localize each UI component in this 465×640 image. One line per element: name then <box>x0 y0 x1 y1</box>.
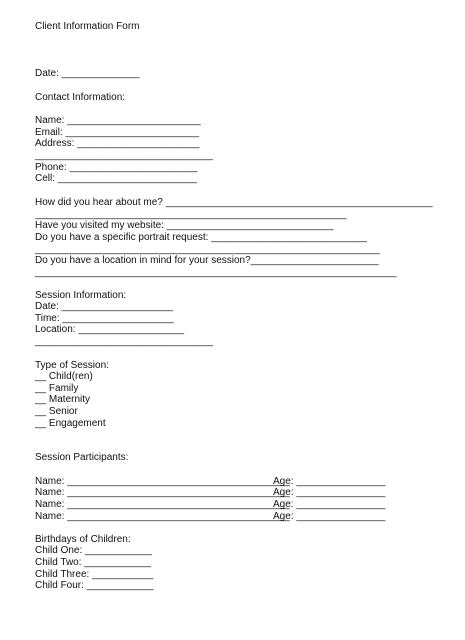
name-field[interactable]: Name: ________________________ <box>35 115 201 126</box>
location-in-mind-line-2[interactable]: _________________________________________________________________ <box>35 267 397 278</box>
participant-name-field[interactable]: Name: ________________________________________ <box>35 511 290 522</box>
cell-field[interactable]: Cell: _________________________ <box>35 173 197 184</box>
participant-age-field[interactable]: Age: ________________ <box>273 511 386 522</box>
birthdays-heading: Birthdays of Children: <box>35 534 131 545</box>
session-heading: Session Information: <box>35 290 127 301</box>
form-title: Client Information Form <box>35 21 140 32</box>
session-location-line-2[interactable]: ________________________________ <box>35 336 213 347</box>
session-date-field[interactable]: Date: ____________________ <box>35 301 173 312</box>
participant-name-field[interactable]: Name: ________________________________________ <box>35 476 290 487</box>
contact-heading: Contact Information: <box>35 92 126 103</box>
email-field[interactable]: Email: ________________________ <box>35 127 200 138</box>
visited-website-field[interactable]: Have you visited my website: ______________________________ <box>35 220 334 231</box>
child-four-field[interactable]: Child Four: ____________ <box>35 580 154 591</box>
type-option-children[interactable]: __ Child(ren) <box>35 371 93 382</box>
type-option-engagement[interactable]: __ Engagement <box>35 418 106 429</box>
participants-heading: Session Participants: <box>35 452 129 463</box>
portrait-request-field[interactable]: Do you have a specific portrait request: ____________________________ <box>35 232 367 243</box>
session-location-field[interactable]: Location: ___________________ <box>35 324 185 335</box>
type-option-family[interactable]: __ Family <box>35 383 79 394</box>
type-option-maternity[interactable]: __ Maternity <box>35 394 91 405</box>
address-field[interactable]: Address: ______________________ <box>35 138 200 149</box>
phone-field[interactable]: Phone: _______________________ <box>35 162 198 173</box>
hear-about-field[interactable]: How did you hear about me? ________________________________________________ <box>35 197 433 208</box>
participant-name-field[interactable]: Name: ________________________________________ <box>35 487 290 498</box>
location-in-mind-field[interactable]: Do you have a location in mind for your session?_______________________ <box>35 255 379 266</box>
child-one-field[interactable]: Child One: ____________ <box>35 545 152 556</box>
type-heading: Type of Session: <box>35 360 109 371</box>
portrait-request-line-2[interactable]: ______________________________________________________________ <box>35 244 380 255</box>
type-option-senior[interactable]: __ Senior <box>35 406 78 417</box>
child-three-field[interactable]: Child Three: ___________ <box>35 569 154 580</box>
date-field[interactable]: Date: ______________ <box>35 68 140 79</box>
participant-age-field[interactable]: Age: ________________ <box>273 487 386 498</box>
session-time-field[interactable]: Time: ____________________ <box>35 313 174 324</box>
participant-age-field[interactable]: Age: ________________ <box>273 499 386 510</box>
address-line-2[interactable]: ________________________________ <box>35 150 213 161</box>
participant-name-field[interactable]: Name: ________________________________________ <box>35 499 290 510</box>
child-two-field[interactable]: Child Two: ____________ <box>35 557 152 568</box>
hear-about-line-2[interactable]: ________________________________________________________ <box>35 209 347 220</box>
participant-age-field[interactable]: Age: ________________ <box>273 476 386 487</box>
